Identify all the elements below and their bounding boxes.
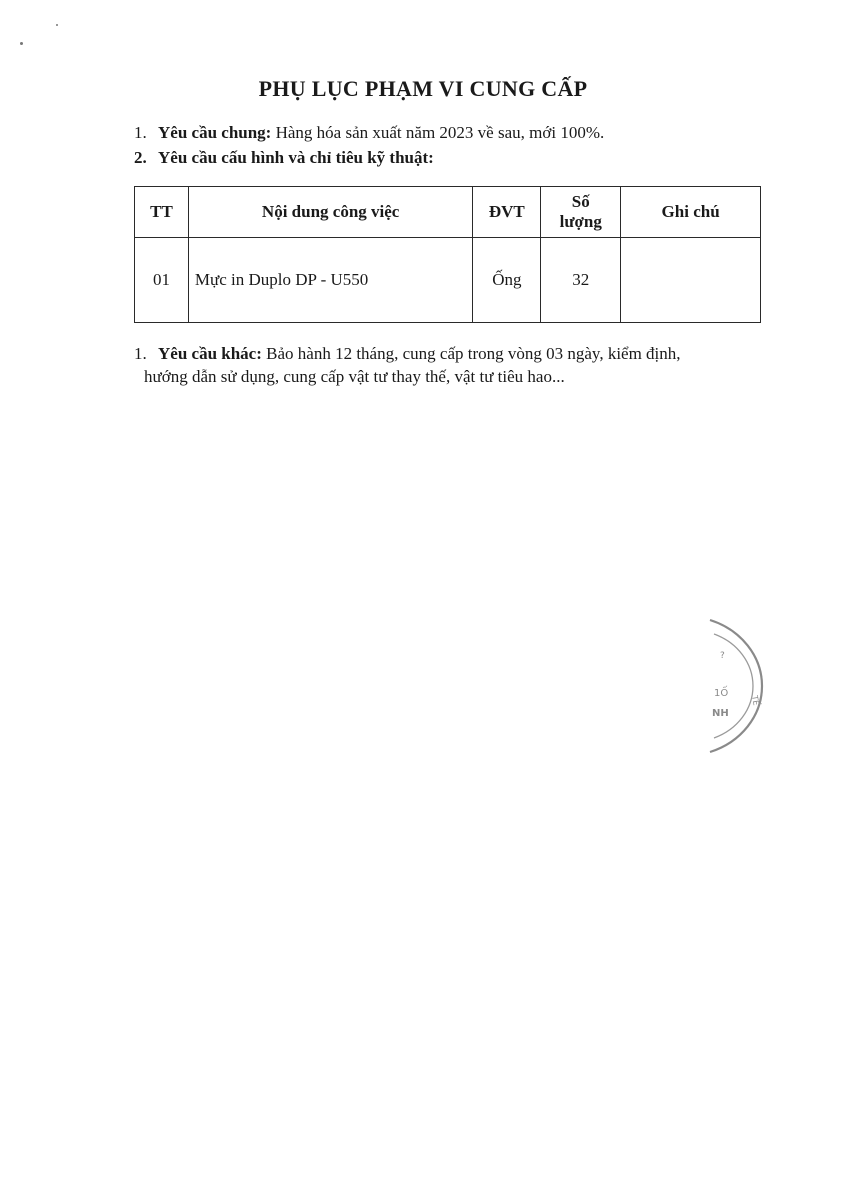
general-requirement xyxy=(134,121,604,144)
scan-speck xyxy=(20,42,23,45)
cell-quantity: 32 xyxy=(541,238,621,323)
header-quantity-line2: lượng xyxy=(559,212,602,231)
header-unit: ĐVT xyxy=(473,187,541,238)
stamp-text-top: ? xyxy=(720,651,725,661)
page-title: PHỤ LỤC PHẠM VI CUNG CẤP xyxy=(258,76,588,101)
cell-note xyxy=(621,238,761,323)
technical-requirement-heading xyxy=(134,146,434,169)
stamp-text-side: TẾ xyxy=(750,694,761,707)
cell-unit: Ống xyxy=(473,238,541,323)
stamp-text-mid: 1Ố xyxy=(714,688,729,699)
item-number: 1. xyxy=(134,123,147,142)
table-row xyxy=(135,238,761,323)
specification-table xyxy=(134,186,761,323)
header-quantity xyxy=(541,187,621,238)
header-tt: TT xyxy=(135,187,189,238)
cell-tt: 01 xyxy=(135,238,189,323)
seal-stamp-partial xyxy=(700,612,770,762)
item-number: 1. xyxy=(134,344,147,363)
header-quantity-line1: Số xyxy=(571,192,590,211)
item-number: 2. xyxy=(134,148,147,167)
item-label: Yêu cầu chung: xyxy=(158,123,272,142)
other-requirement xyxy=(134,342,764,388)
item-text-line2: hướng dẫn sử dụng, cung cấp vật tư thay thế, vật tư tiêu hao... xyxy=(144,367,565,386)
item-text: Hàng hóa sản xuất năm 2023 về sau, mới 100%. xyxy=(271,123,605,142)
header-content: Nội dung công việc xyxy=(188,187,472,238)
item-label: Yêu cầu khác: xyxy=(158,344,262,363)
scan-speck xyxy=(56,24,58,26)
item-text-line1: Bảo hành 12 tháng, cung cấp trong vòng 03 ngày, kiểm định, xyxy=(261,344,681,363)
stamp-text-low: NH xyxy=(712,708,729,719)
cell-content: Mực in Duplo DP - U550 xyxy=(188,238,472,323)
header-note: Ghi chú xyxy=(621,187,761,238)
table-header-row xyxy=(135,187,761,238)
item-label: Yêu cầu cấu hình và chỉ tiêu kỹ thuật: xyxy=(158,148,434,167)
